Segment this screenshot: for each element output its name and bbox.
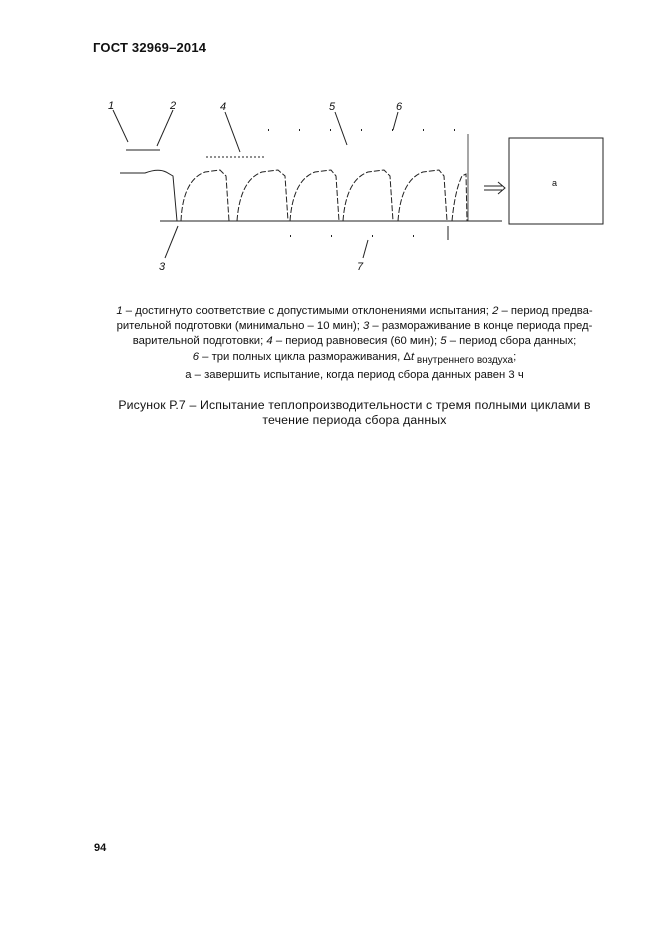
leader-2 — [157, 110, 173, 146]
legend-line-4: 6 – три полных цикла размораживания, Δt $_{внутреннего воздуха}$; — [192, 350, 517, 366]
cycle-wave-4 — [343, 170, 393, 221]
legend-line-5: а – завершить испытание, когда период сбора данных равен 3 ч — [185, 368, 524, 381]
callout-7: 7 — [357, 261, 364, 273]
preconditioning-wave — [120, 170, 177, 221]
caption-line-1: Рисунок Р.7 – Испытание теплопроизводительности с тремя полными циклами в — [118, 398, 591, 412]
leader-4 — [225, 112, 240, 152]
document-standard-header: ГОСТ 32969–2014 — [93, 40, 207, 55]
figure-legend — [92, 304, 617, 383]
caption-line-2: течение периода сбора данных — [262, 413, 447, 427]
callout-3: 3 — [159, 261, 166, 273]
leader-1 — [113, 110, 128, 142]
cycle-wave-3 — [290, 170, 339, 221]
leader-5 — [335, 112, 347, 145]
leader-3 — [165, 226, 178, 258]
cycle-wave-1 — [181, 170, 229, 221]
leader-6 — [393, 112, 398, 130]
leader-7 — [363, 240, 368, 258]
callout-4: 4 — [220, 101, 227, 113]
cycle-wave-2 — [237, 170, 288, 221]
defrost-cycles-figure — [0, 0, 661, 300]
legend-line-2: рительной подготовки (минимально – 10 мин); 3 – размораживание в конце периода пред- — [116, 320, 593, 333]
page-number: 94 — [94, 842, 107, 854]
callout-2: 2 — [170, 100, 177, 112]
legend-line-1: 1 – достигнуто соответствие с допустимыми отклонениями испытания; 2 – период предва- — [116, 305, 593, 317]
cycle-wave-5 — [398, 170, 447, 221]
callout-5: 5 — [329, 101, 336, 113]
legend-line-3: варительной подготовки; 4 – период равновесия (60 мин); 5 – период сбора данных; — [132, 335, 577, 348]
callout-1: 1 — [108, 100, 115, 112]
box-label: a — [552, 178, 558, 188]
callout-6: 6 — [396, 101, 403, 113]
figure-caption — [92, 398, 617, 428]
cycle-wave-6 — [452, 174, 467, 221]
